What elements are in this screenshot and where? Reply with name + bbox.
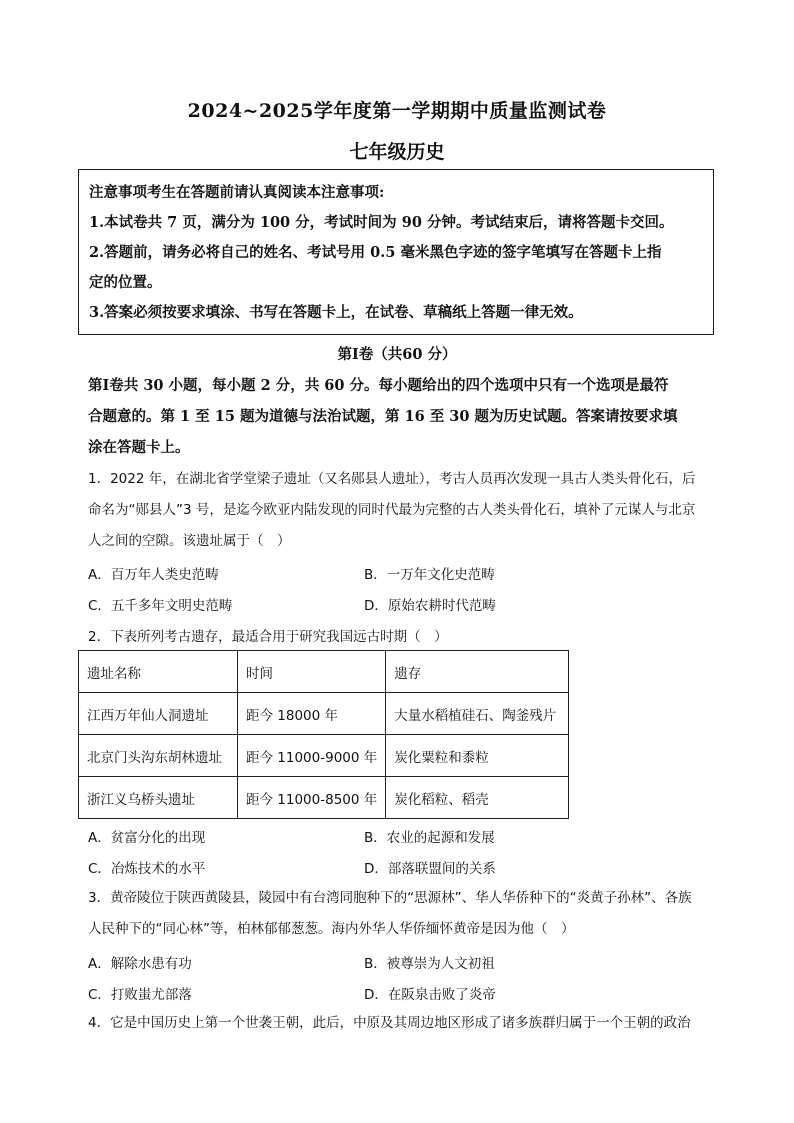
question-3-option-b: B．被尊崇为人文初祖 [364,956,495,972]
question-1-option-b: B．一万年文化史范畴 [364,567,495,583]
question-3-line-1: 3．黄帝陵位于陕西黄陵县，陵园中有台湾同胞种下的“思源林”、华人华侨种下的“炎黄子孙林”、各族 [88,890,692,906]
table-header-cell: 遗址名称 [79,651,238,693]
section-heading: 第Ⅰ卷（共60 分） [337,346,457,363]
table-cell: 距今 18000 年 [238,693,386,735]
question-2-option-c: C．冶炼技术的水平 [88,861,206,877]
table-header-row [79,651,569,693]
table-row [79,693,569,735]
notice-item-2-line-2: 定的位置。 [89,274,162,291]
table-header-cell: 遗存 [386,651,569,693]
question-1-line-1: 1．2022 年，在湖北省学堂梁子遗址（又名郧县人遗址），考古人员再次发现一具古人类头骨化石，后 [88,471,696,487]
notice-box [78,169,714,335]
section-desc-line-2: 合题意的。第 1 至 15 题为道德与法治试题，第 16 至 30 题为历史试题。答案请按要求填 [88,408,678,425]
table-row [79,735,569,777]
table-cell: 江西万年仙人洞遗址 [79,693,238,735]
question-3-stem [88,883,714,945]
table-cell: 北京门头沟东胡林遗址 [79,735,238,777]
table-header-cell: 时间 [238,651,386,693]
question-2-stem: 2．下表所列考古遗存，最适合用于研究我国远古时期（ ） [88,629,448,645]
question-1-line-2: 命名为“郧县人”3 号，是迄今欧亚内陆发现的同时代最为完整的古人类头骨化石，填补了元谋人与北京 [88,502,696,518]
question-1-line-3: 人之间的空隙。该遗址属于（ ） [88,533,291,549]
table-cell: 距今 11000-8500 年 [238,777,386,819]
question-1-option-c: C．五千多年文明史范畴 [88,598,233,614]
notice-heading: 注意事项考生在答题前请认真阅读本注意事项: [89,184,385,201]
question-2-option-d: D．部落联盟间的关系 [364,861,496,877]
question-1-stem [88,464,714,557]
question-3-line-2: 人民种下的“同心林”等，柏林郁郁葱葱。海内外华人华侨缅怀黄帝是因为他（ ） [88,921,575,937]
question-4-line-1: 4．它是中国历史上第一个世袭王朝，此后，中原及其周边地区形成了诸多族群归属于一个王朝的政治 [88,1015,691,1031]
question-2-option-b: B．农业的起源和发展 [364,830,495,846]
notice-item-2-line-1: 2.答题前，请务必将自己的姓名、考试号用 0.5 毫米黑色字迹的签字笔填写在答题卡上指 [89,244,662,261]
notice-item-3: 3.答案必须按要求填涂、书写在答题卡上，在试卷、草稿纸上答题一律无效。 [89,304,583,321]
notice-item-1: 1.本试卷共 7 页，满分为 100 分，考试时间为 90 分钟。考试结束后，请将答题卡交回。 [89,214,674,231]
relics-table [78,650,569,819]
question-3-option-a: A．解除水患有功 [88,956,192,972]
table-cell: 炭化稻粒、稻壳 [386,777,569,819]
question-2-option-a: A．贫富分化的出现 [88,830,206,846]
section-desc-line-3: 涂在答题卡上。 [88,439,190,456]
exam-subject: 七年级历史 [349,141,445,163]
question-3-option-c: C．打败蚩尤部落 [88,987,192,1003]
table-cell: 炭化粟粒和黍粒 [386,735,569,777]
table-cell: 浙江义乌桥头遗址 [79,777,238,819]
question-4-stem [88,1008,714,1039]
question-1-option-d: D．原始农耕时代范畴 [364,598,496,614]
exam-title: 2024~2025学年度第一学期期中质量监测试卷 [187,100,607,122]
table-row [79,777,569,819]
table-cell: 距今 11000-9000 年 [238,735,386,777]
table-cell: 大量水稻植硅石、陶釜残片 [386,693,569,735]
question-1-option-a: A．百万年人类史范畴 [88,567,219,583]
section-description [88,370,710,463]
section-desc-line-1: 第Ⅰ卷共 30 小题，每小题 2 分，共 60 分。每小题给出的四个选项中只有一个选项是最符 [88,377,669,394]
question-3-option-d: D．在阪泉击败了炎帝 [364,987,496,1003]
